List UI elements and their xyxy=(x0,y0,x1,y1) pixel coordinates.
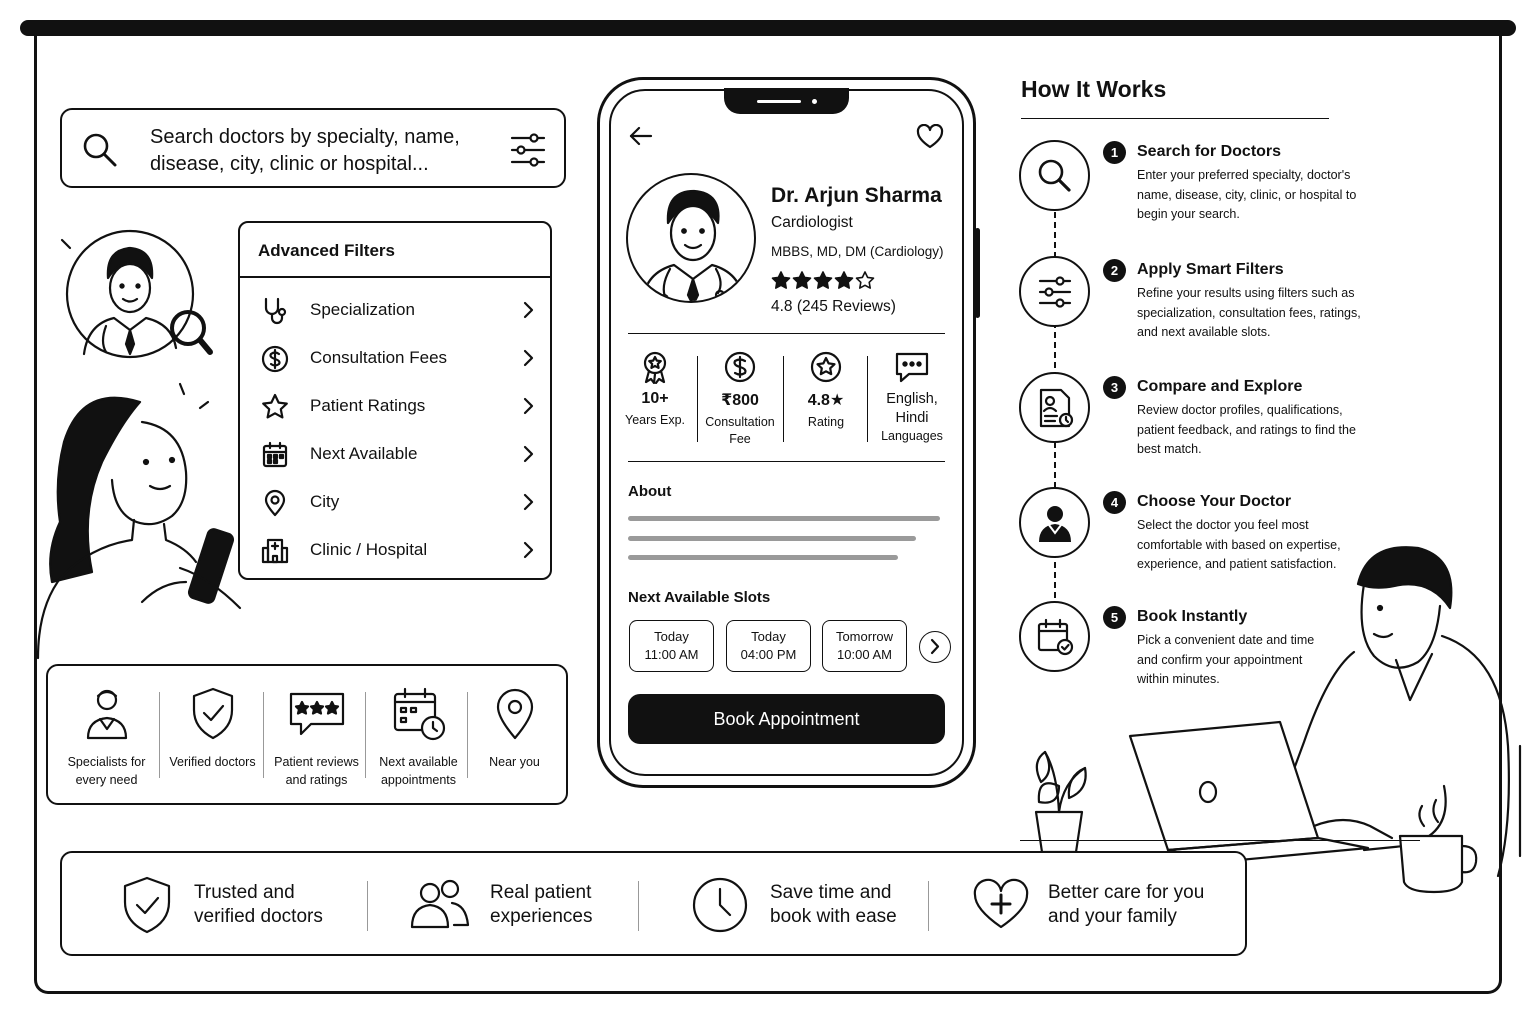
filters-divider xyxy=(240,276,550,278)
profile-doc-icon xyxy=(1035,387,1075,429)
slot-option[interactable] xyxy=(822,620,907,672)
users-icon xyxy=(408,875,470,931)
chevron-right-icon xyxy=(520,492,536,512)
chat-icon xyxy=(893,350,931,384)
about-title: About xyxy=(628,483,672,500)
star-badge-icon xyxy=(809,350,843,384)
star-icon xyxy=(260,392,290,422)
phone-side-button xyxy=(975,228,980,318)
star-full-icon xyxy=(773,272,790,288)
filter-patient-ratings[interactable] xyxy=(260,386,536,426)
notch-camera xyxy=(812,99,817,104)
stat-experience xyxy=(614,350,696,429)
about-text-placeholder xyxy=(628,536,916,541)
stat-languages xyxy=(871,350,953,445)
hospital-icon xyxy=(260,536,290,566)
step-number-badge: 3 xyxy=(1103,376,1126,399)
doctor-icon xyxy=(82,686,132,742)
sliders-icon[interactable] xyxy=(508,130,548,170)
stat-fee xyxy=(699,350,781,448)
back-arrow-icon[interactable] xyxy=(628,124,654,148)
step-title: Choose Your Doctor xyxy=(1137,493,1292,510)
heart-plus-icon xyxy=(970,875,1032,931)
advanced-filters-panel xyxy=(238,221,552,580)
profile-divider xyxy=(628,333,945,334)
feature-label: Verified doctors xyxy=(169,755,256,769)
star-full-icon xyxy=(815,272,832,288)
feature-verified xyxy=(161,666,264,803)
step-number-badge: 5 xyxy=(1103,606,1126,629)
chevron-right-icon xyxy=(520,444,536,464)
filter-label: Patient Ratings xyxy=(310,396,426,415)
step-description: Enter your preferred specialty, doctor's name, disease, city, clinic, or hospital to begin your search. xyxy=(1137,168,1357,221)
how-it-works-title: How It Works xyxy=(1021,76,1167,102)
benefit-text: Save time and book with ease xyxy=(770,882,897,927)
woman-with-phone-illustration xyxy=(30,380,242,664)
benefit-real-experiences xyxy=(408,853,648,954)
stat-label: Years Exp. xyxy=(625,413,685,427)
slots-title: Next Available Slots xyxy=(628,589,771,606)
step-description: Pick a convenient date and time and confirm your appointment within minutes. xyxy=(1137,633,1315,686)
chevron-right-icon xyxy=(520,300,536,320)
notch-speaker xyxy=(757,100,801,103)
shield-check-icon xyxy=(120,875,174,935)
stat-divider xyxy=(697,356,698,442)
stat-value: 4.8★ xyxy=(807,392,845,409)
benefit-better-care xyxy=(970,853,1240,954)
rating-bubble-icon xyxy=(287,686,347,742)
star-full-icon xyxy=(836,272,853,288)
feature-divider xyxy=(365,692,366,778)
step-description: Select the doctor you feel most comfortable with based on expertise, experience, and patient satisfaction. xyxy=(1137,518,1341,571)
stat-value: ₹800 xyxy=(721,392,759,409)
slot-time: 04:00 PM xyxy=(740,647,797,662)
map-pin-icon xyxy=(493,686,537,742)
feature-specialists xyxy=(55,666,158,803)
heart-icon[interactable] xyxy=(916,124,944,150)
feature-next-appointments xyxy=(367,666,470,803)
feature-near-you xyxy=(463,666,566,803)
about-text-placeholder xyxy=(628,516,940,521)
rating-stars xyxy=(771,270,881,292)
feature-reviews xyxy=(265,666,368,803)
filter-clinic-hospital[interactable] xyxy=(260,530,536,570)
search-bar[interactable] xyxy=(60,108,566,188)
search-input[interactable]: Search doctors by specialty, name, disease, city, clinic or hospital... xyxy=(150,126,460,175)
step-description: Review doctor profiles, qualifications, patient feedback, and ratings to find the best match. xyxy=(1137,403,1356,456)
filter-label: City xyxy=(310,492,340,511)
feature-divider xyxy=(159,692,160,778)
search-icon xyxy=(80,130,120,170)
benefit-divider xyxy=(638,881,639,931)
slot-time: 11:00 AM xyxy=(644,647,699,662)
filters-title: Advanced Filters xyxy=(258,241,395,260)
chevron-right-icon xyxy=(520,396,536,416)
feature-label: Next available appointments xyxy=(379,755,458,787)
benefits-strip xyxy=(60,851,1247,956)
doctor-avatar xyxy=(626,173,756,303)
slot-day: Tomorrow xyxy=(835,629,894,644)
step-number-badge: 2 xyxy=(1103,259,1126,282)
step-title: Apply Smart Filters xyxy=(1137,261,1284,278)
step-title: Book Instantly xyxy=(1137,608,1248,625)
slot-option[interactable] xyxy=(629,620,714,672)
filter-consultation-fees[interactable] xyxy=(260,338,536,378)
shield-check-icon xyxy=(188,686,238,742)
features-strip xyxy=(46,664,568,805)
stethoscope-icon xyxy=(260,296,290,326)
doctor-reviews: 4.8 (245 Reviews) xyxy=(771,298,896,315)
slots-next-button[interactable] xyxy=(919,631,951,663)
slot-day: Today xyxy=(751,629,786,644)
step-description: Refine your results using filters such as specialization, consultation fees, ratings, and next available slots. xyxy=(1137,286,1361,339)
dollar-icon xyxy=(260,344,290,374)
search-icon xyxy=(1035,156,1075,196)
step-2-icon-circle xyxy=(1019,256,1090,327)
filter-specialization[interactable] xyxy=(260,290,536,330)
stat-label: Languages xyxy=(881,429,943,443)
how-it-works-underline xyxy=(1021,118,1329,119)
doctor-qualifications: MBBS, MD, DM (Cardiology) xyxy=(771,244,944,259)
doctor-name: Dr. Arjun Sharma xyxy=(771,184,942,207)
about-text-placeholder xyxy=(628,555,898,560)
desk-surface xyxy=(1020,840,1420,841)
feature-label: Near you xyxy=(489,755,540,769)
stat-label: Consultation Fee xyxy=(705,415,775,446)
feature-label: Specialists for every need xyxy=(67,755,146,787)
step-1-icon-circle xyxy=(1019,140,1090,211)
calendar-clock-icon xyxy=(391,686,447,742)
stat-value: 10+ xyxy=(641,390,669,407)
slot-time: 10:00 AM xyxy=(837,647,892,662)
award-icon xyxy=(640,350,670,384)
dollar-icon xyxy=(723,350,757,384)
chevron-right-icon xyxy=(920,632,949,661)
chevron-right-icon xyxy=(520,348,536,368)
feature-divider xyxy=(263,692,264,778)
map-pin-icon xyxy=(260,488,290,518)
benefit-divider xyxy=(928,881,929,931)
filter-label: Specialization xyxy=(310,300,415,319)
stats-divider xyxy=(628,461,945,462)
doctor-specialty: Cardiologist xyxy=(771,214,853,231)
stat-rating xyxy=(785,350,867,431)
star-half-icon xyxy=(857,272,874,288)
step-title: Compare and Explore xyxy=(1137,378,1303,395)
stat-label: Rating xyxy=(807,415,845,429)
step-number-badge: 4 xyxy=(1103,491,1126,514)
step-number-badge: 1 xyxy=(1103,141,1126,164)
filter-city[interactable] xyxy=(260,482,536,522)
step-3-icon-circle xyxy=(1019,372,1090,443)
step-title: Search for Doctors xyxy=(1137,143,1282,160)
doctor-search-illustration xyxy=(60,226,216,372)
slot-option[interactable] xyxy=(726,620,811,672)
sliders-icon xyxy=(1036,273,1074,311)
benefit-text: Real patient experiences xyxy=(490,882,593,927)
calendar-icon xyxy=(260,440,290,470)
feature-label: Patient reviews and ratings xyxy=(274,755,359,787)
benefit-text: Trusted and verified doctors xyxy=(194,882,323,927)
filter-next-available[interactable] xyxy=(260,434,536,474)
chevron-right-icon xyxy=(520,540,536,560)
clock-icon xyxy=(690,875,750,935)
benefit-text: Better care for you and your family xyxy=(1048,882,1205,927)
man-with-laptop-illustration xyxy=(1024,536,1524,896)
benefit-save-time xyxy=(690,853,930,954)
benefit-trusted xyxy=(120,853,380,954)
star-full-icon xyxy=(794,272,811,288)
filter-label: Consultation Fees xyxy=(310,348,448,367)
filter-label: Next Available xyxy=(310,444,418,463)
stat-value: English, Hindi xyxy=(886,391,938,426)
stat-divider xyxy=(867,356,868,442)
slot-day: Today xyxy=(654,629,689,644)
benefit-divider xyxy=(367,881,368,931)
stat-divider xyxy=(783,356,784,442)
filter-label: Clinic / Hospital xyxy=(310,540,428,559)
book-appointment-button[interactable]: Book Appointment xyxy=(628,694,945,744)
